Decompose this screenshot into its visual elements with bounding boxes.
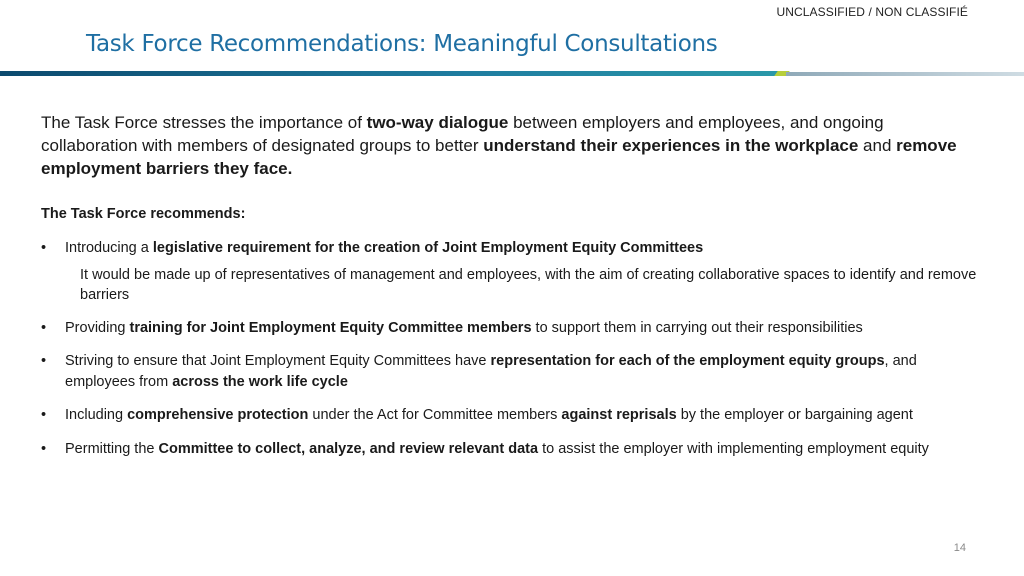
item-text: , and employees from	[65, 353, 917, 390]
sub-paragraph: It would be made up of representatives of management and employees, with the aim of creating collaborative spaces to identify and remove barriers	[80, 266, 977, 303]
item-bold-text: representation for each of the employment equity groups	[490, 353, 885, 369]
item-text: Permitting the	[65, 440, 159, 457]
item-text: Striving to ensure that Joint Employment Equity Committees have	[65, 353, 491, 369]
item-text: Providing	[65, 319, 130, 336]
list-item	[41, 439, 981, 460]
bullet-icon: •	[41, 319, 47, 336]
bullet-icon: •	[41, 353, 47, 369]
recommends-heading: The Task Force recommends:	[41, 206, 246, 222]
bullet-icon: •	[41, 440, 47, 457]
item-bold-text: legislative requirement for the creation of Joint Employment Equity Committees	[152, 240, 704, 256]
item-text: to assist the employer with implementing employment equity	[538, 440, 929, 457]
item-text: by the employer or bargaining agent	[676, 407, 913, 423]
item-bold-text: Committee to collect, analyze, and review relevant data	[158, 440, 539, 457]
intro-text-3: and	[858, 136, 897, 155]
item-text: Including	[65, 407, 128, 423]
list-item	[41, 351, 981, 392]
title-underline-bar	[0, 71, 1024, 77]
intro-paragraph	[41, 111, 971, 180]
intro-bold-3: remove employment barriers they face.	[41, 136, 957, 178]
item-text: under the Act for Committee members	[308, 407, 562, 423]
intro-text-2: between employers and employees, and ongoing collaboration with members of designated groups to better	[41, 113, 884, 155]
list-item	[41, 405, 981, 426]
list-item	[41, 238, 981, 259]
item-text: to support them in carrying out their responsibilities	[531, 319, 863, 336]
title-bar-gray-segment	[786, 72, 1024, 76]
intro-text-1: The Task Force stresses the importance of	[41, 113, 367, 132]
item-bold-text: against reprisals	[561, 407, 677, 423]
intro-bold-2: understand their experiences in the workplace	[483, 136, 859, 155]
slide-title: Task Force Recommendations: Meaningful Consultations	[86, 31, 718, 57]
item-bold-text: comprehensive protection	[127, 407, 309, 423]
item-text: Introducing a	[65, 240, 153, 256]
list-item	[41, 318, 981, 339]
bullet-icon: •	[41, 407, 47, 423]
item-bold-text: across the work life cycle	[172, 373, 348, 390]
recommendations-list	[41, 238, 981, 459]
classification-label: UNCLASSIFIED / NON CLASSIFIÉ	[776, 5, 968, 19]
page-number: 14	[953, 542, 966, 554]
intro-bold-1: two-way dialogue	[366, 113, 509, 132]
bullet-icon: •	[41, 240, 47, 256]
title-bar-teal-segment	[0, 71, 780, 76]
item-bold-text: training for Joint Employment Equity Committee members	[129, 319, 532, 336]
